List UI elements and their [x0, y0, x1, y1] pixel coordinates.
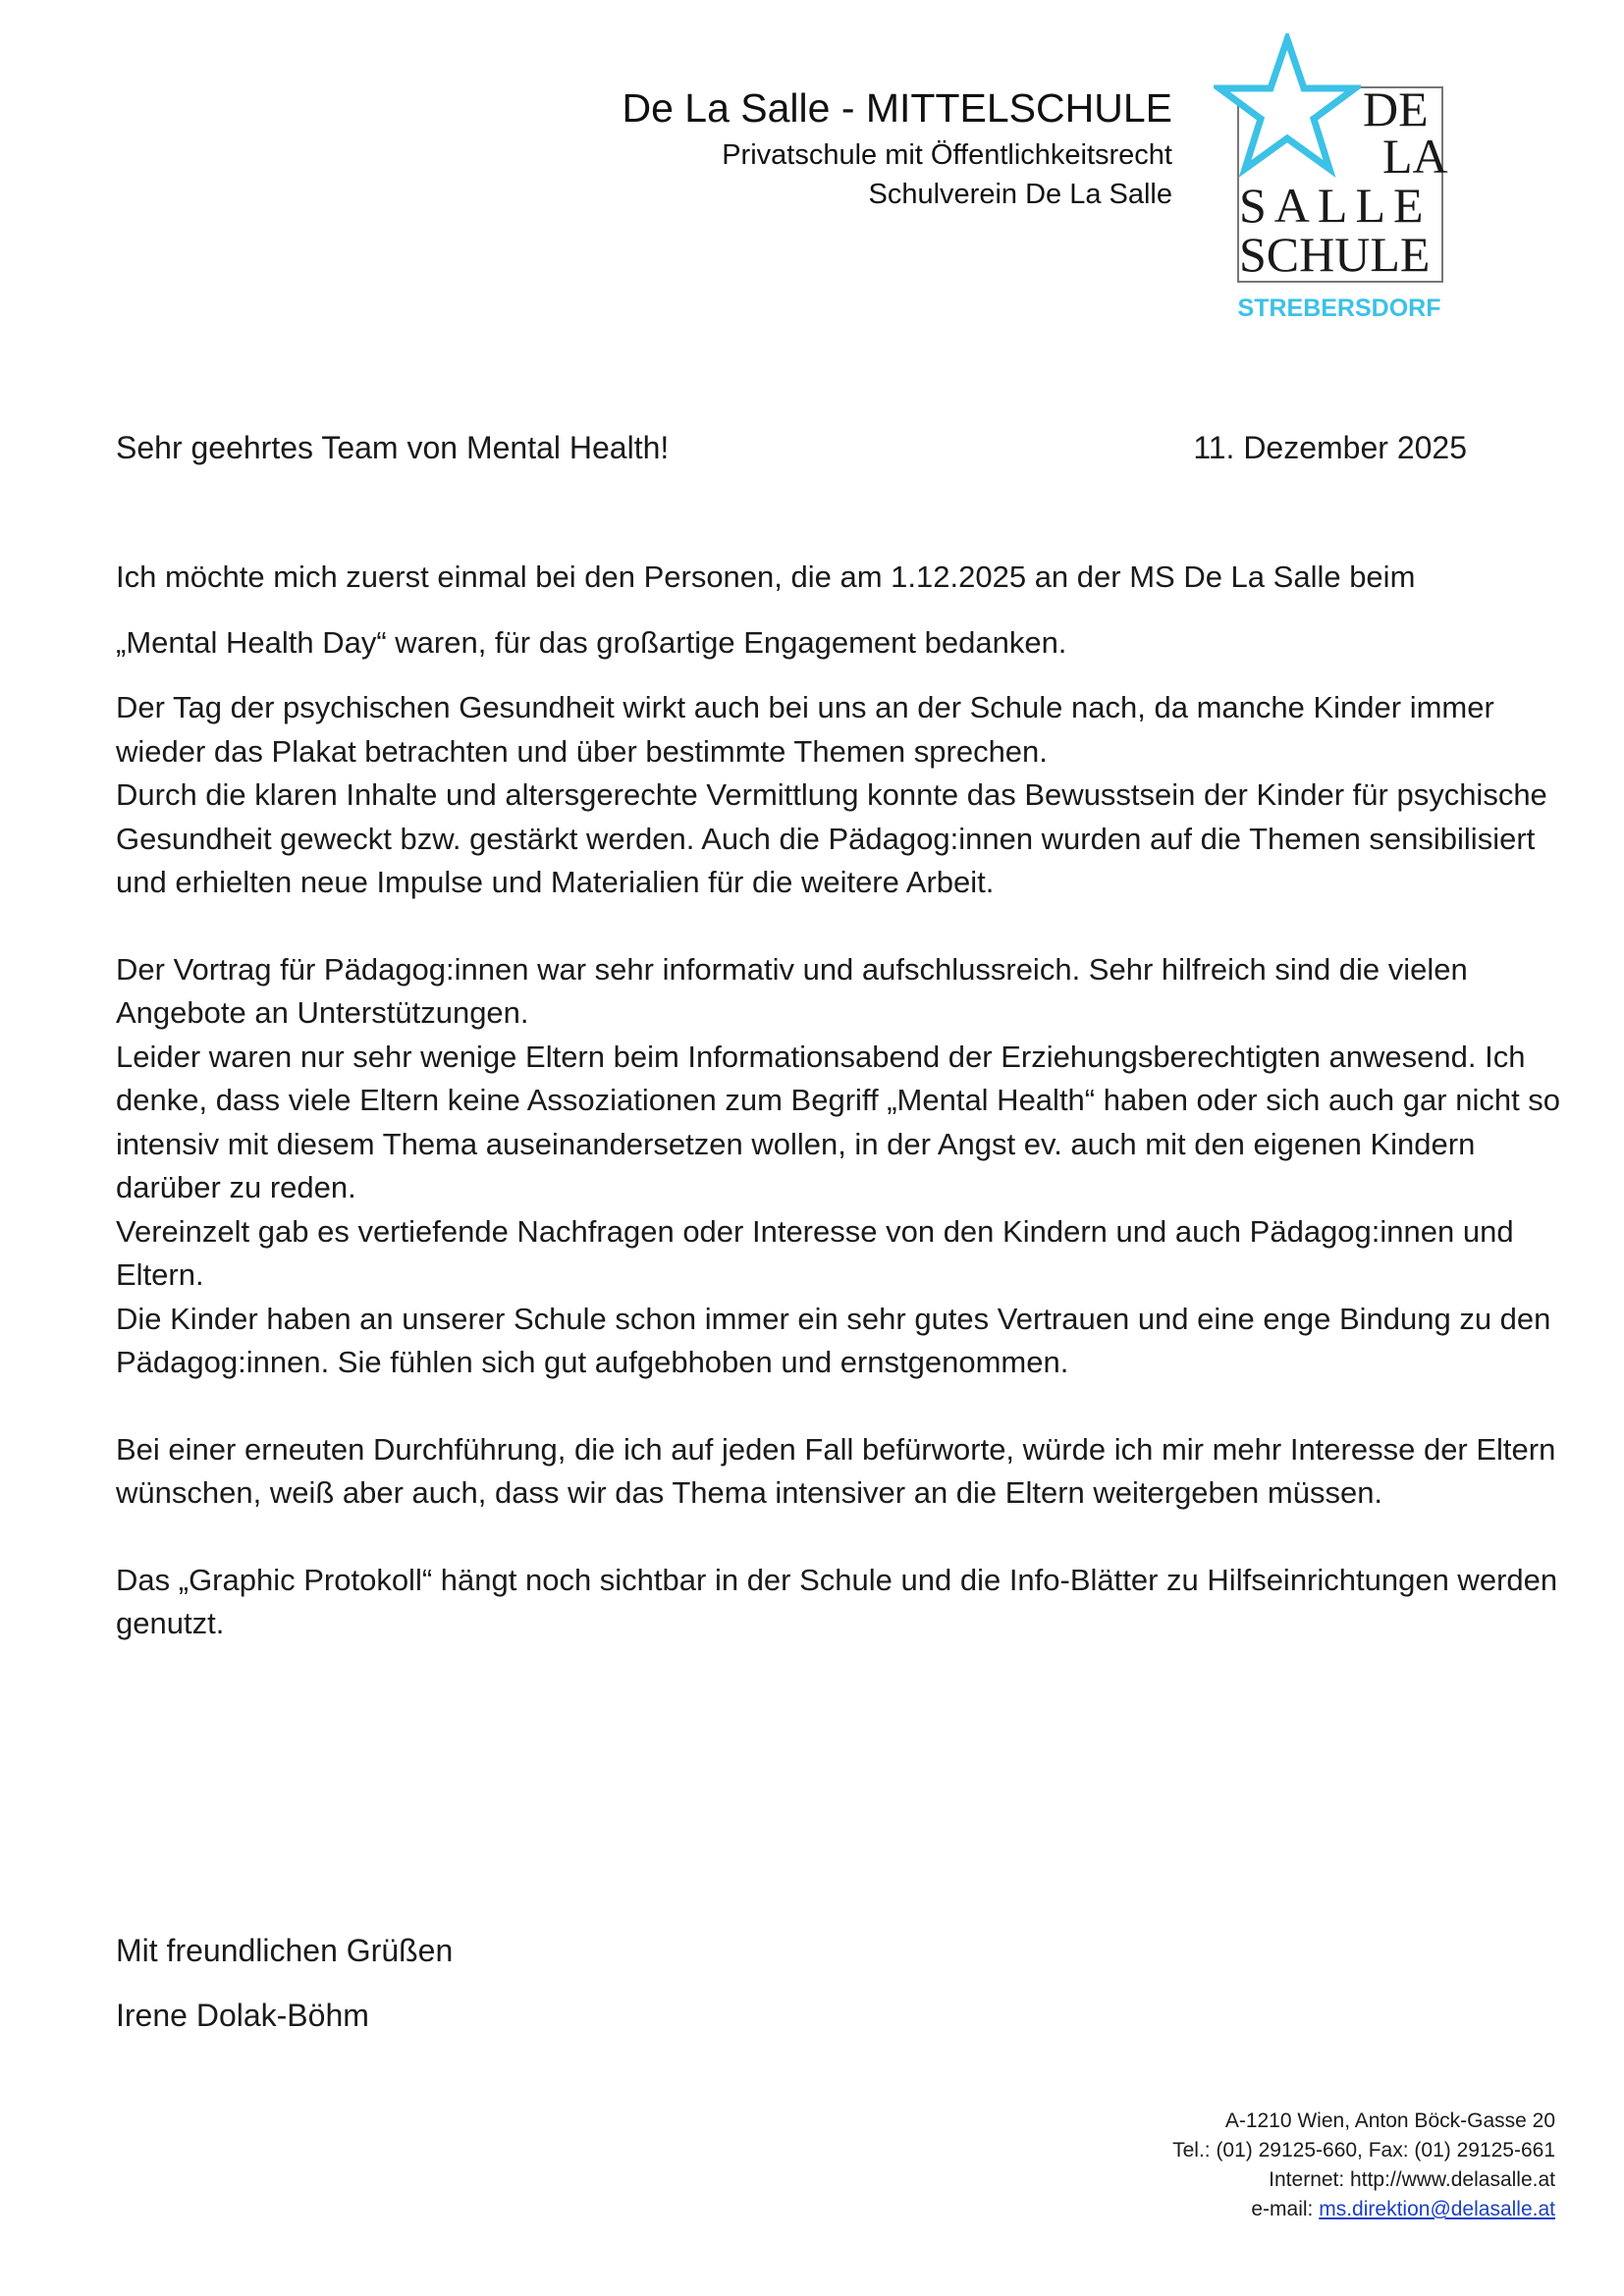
footer-email-label: e-mail:	[1251, 2198, 1320, 2220]
signature-name: Irene Dolak-Böhm	[116, 1998, 369, 2033]
footer-email-line	[1172, 2195, 1555, 2224]
paragraph-lecture: Der Vortrag für Pädagog:innen war sehr informativ und aufschlussreich. Sehr hilfreich sind die vielen Angebote an Unterstützungen.	[116, 951, 1468, 1030]
closing-phrase: Mit freundlichen Grüßen	[116, 1933, 454, 1968]
letter-date: 11. Dezember 2025	[1193, 430, 1467, 465]
logo-word-schule: SCHULE	[1239, 227, 1431, 282]
intro-line-2: „Mental Health Day“ waren, für das großartige Engagement bedanken.	[116, 624, 1067, 660]
paragraph-questions: Vereinzelt gab es vertiefende Nachfragen oder Interesse von den Kindern und auch Pädagog:innen und Eltern.	[116, 1213, 1514, 1292]
footer-internet: Internet: http://www.delasalle.at	[1269, 2168, 1555, 2191]
contact-footer	[1172, 2107, 1555, 2224]
school-logo	[1214, 33, 1449, 328]
paragraph-awareness: Durch die klaren Inhalte und altersgerechte Vermittlung konnte das Bewusstsein der Kinder für psychische Gesundheit geweckt bzw. gestärkt werden. Auch die Pädagog:innen wurden auf die Themen sensibilisiert und erhielten neue Impulse und Materialien für die weitere Arbeit.	[116, 777, 1547, 899]
school-status: Privatschule mit Öffentlichkeitsrecht	[722, 139, 1172, 171]
footer-address: A-1210 Wien, Anton Böck-Gasse 20	[1224, 2109, 1555, 2132]
logo-word-la: LA	[1382, 129, 1448, 184]
paragraph-protocol: Das „Graphic Protokoll“ hängt noch sichtbar in der Schule und die Info-Blätter zu Hilfseinrichtungen werden genutzt.	[116, 1562, 1558, 1640]
logo-word-de: DE	[1363, 81, 1429, 136]
paragraph-repeat: Bei einer erneuten Durchführung, die ich auf jeden Fall befürworte, würde ich mir mehr Interesse der Eltern wünschen, weiß aber auch, dass wir das Thema intensiver an die Eltern weitergeben müssen.	[116, 1431, 1556, 1510]
letterhead	[622, 80, 1172, 214]
intro-line-1: Ich möchte mich zuerst einmal bei den Personen, die am 1.12.2025 an der MS De La Salle beim	[116, 560, 1416, 594]
closing-block	[116, 1929, 453, 2037]
logo-place: STREBERSDORF	[1237, 294, 1441, 322]
email-link[interactable]: ms.direktion@delasalle.at	[1319, 2198, 1555, 2220]
salutation: Sehr geehrtes Team von Mental Health!	[116, 430, 670, 465]
paragraph-trust: Die Kinder haben an unserer Schule schon immer ein sehr gutes Vertrauen und eine enge Bindung zu den Pädagog:innen. Sie fühlen sich gut aufgebhoben und ernstgenommen.	[116, 1301, 1551, 1379]
paragraph-parents: Leider waren nur sehr wenige Eltern beim Informationsabend der Erziehungsberechtigten anwesend. Ich denke, dass viele Eltern keine Assoziationen zum Begriff „Mental Health“ haben oder sich auch gar nicht so intensiv mit diesem Thema auseinandersetzen wollen, in der Angst ev. auch mit den eigenen Kindern darüber zu reden.	[116, 1039, 1561, 1204]
letter-body	[116, 556, 1579, 1646]
star-icon	[1214, 33, 1361, 181]
footer-phone-fax: Tel.: (01) 29125-660, Fax: (01) 29125-661	[1172, 2139, 1555, 2162]
logo-word-salle: SALLE	[1239, 178, 1432, 233]
school-association: Schulverein De La Salle	[868, 179, 1172, 210]
paragraph-impact: Der Tag der psychischen Gesundheit wirkt auch bei uns an der Schule nach, da manche Kinder immer wieder das Plakat betrachten und über bestimmte Themen sprechen.	[116, 690, 1494, 769]
school-name: De La Salle - MITTELSCHULE	[622, 85, 1172, 131]
